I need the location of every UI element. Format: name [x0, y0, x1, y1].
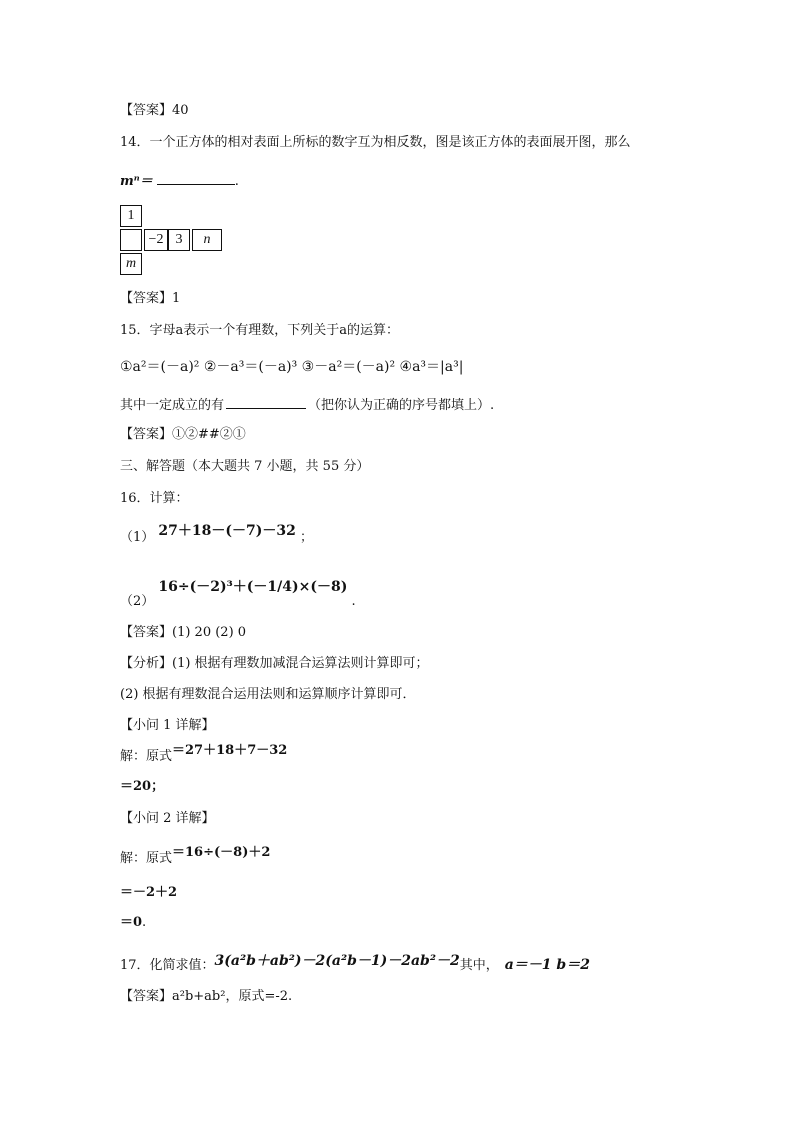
- net-cell-top: 1: [120, 205, 142, 227]
- detail-2-result: ＝0: [120, 915, 143, 930]
- part-label: （2）: [120, 594, 155, 609]
- q14-period: .: [234, 174, 239, 189]
- answer-blank: [226, 396, 306, 409]
- answer-blank: [157, 172, 235, 185]
- answer-17: 【答案】a²b+ab²，原式=-2.: [120, 989, 293, 1004]
- net-cell-left: [120, 229, 142, 251]
- detail-1-title: 【小问 1 详解】: [120, 718, 215, 733]
- part-label: （1）: [120, 530, 155, 545]
- question-16-part-2: [120, 578, 356, 609]
- question-17: [120, 953, 590, 975]
- q16-1-end: ；: [300, 530, 314, 545]
- analysis-line-2: (2) 根据有理数混合运用法则和运算顺序计算即可．: [120, 687, 416, 702]
- detail-2-line-1: [120, 845, 271, 868]
- q16-1-expression: 27＋18－(－7)－32: [158, 523, 296, 539]
- question-15-options: ①a²＝(－a)² ②－a³＝(－a)³ ③－a²＝(－a)² ④a³＝|a³|: [120, 359, 464, 375]
- answer-13: 【答案】40: [120, 103, 189, 118]
- analysis-line-1: 【分析】(1) 根据有理数加减混合运算法则计算即可；: [120, 656, 429, 671]
- detail-2-line-3: [120, 914, 146, 932]
- detail-1-line-2: ＝20；: [120, 779, 165, 794]
- question-16-title: 16．计算：: [120, 491, 189, 506]
- solution-prefix: 解：原式: [120, 851, 173, 866]
- answer-16: 【答案】(1) 20 (2) 0: [120, 625, 247, 640]
- q15-fill-prefix: 其中一定成立的有: [120, 398, 225, 413]
- question-15-text: 15．字母a表示一个有理数，下列关于a的运算：: [120, 323, 400, 338]
- question-14-fill: [120, 172, 239, 191]
- section-3-title: 三、解答题（本大题共 7 小题，共 55 分）: [120, 459, 370, 474]
- q17-values: a＝－1 b＝2: [504, 957, 590, 973]
- answer-14: 【答案】1: [120, 291, 181, 306]
- net-cell-n: n: [192, 229, 222, 251]
- question-14-text: 14．一个正方体的相对表面上所标的数字互为相反数，图是该正方体的表面展开图，那么: [120, 135, 631, 150]
- q17-prefix: 17．化简求值：: [120, 958, 215, 973]
- solution-prefix: 解：原式: [120, 749, 173, 764]
- q16-2-end: .: [351, 594, 356, 609]
- net-cell-3: 3: [168, 229, 190, 251]
- detail-1-expression: ＝27＋18＋7－32: [172, 743, 288, 758]
- detail-1-line-1: [120, 743, 288, 766]
- q16-2-expression: 16÷(－2)³＋(－1/4)×(－8): [158, 579, 348, 595]
- answer-15: 【答案】①②##②①: [120, 427, 246, 442]
- question-15-fill: [120, 396, 494, 415]
- detail-2-line-2: ＝－2＋2: [120, 885, 178, 900]
- q17-mid: 其中，: [459, 958, 499, 973]
- question-16-part-1: [120, 523, 314, 547]
- detail-2-expression: ＝16÷(－8)＋2: [172, 845, 271, 860]
- q17-expression: 3(a²b＋ab²)－2(a²b－1)－2ab²－2: [214, 953, 460, 969]
- detail-2-period: .: [142, 915, 147, 930]
- net-cell-neg2: −2: [144, 229, 168, 251]
- detail-2-title: 【小问 2 详解】: [120, 811, 215, 826]
- q15-fill-suffix: （把你认为正确的序号都填上）.: [308, 398, 495, 413]
- q14-expression: mⁿ＝: [120, 174, 153, 189]
- net-cell-m: m: [120, 253, 142, 275]
